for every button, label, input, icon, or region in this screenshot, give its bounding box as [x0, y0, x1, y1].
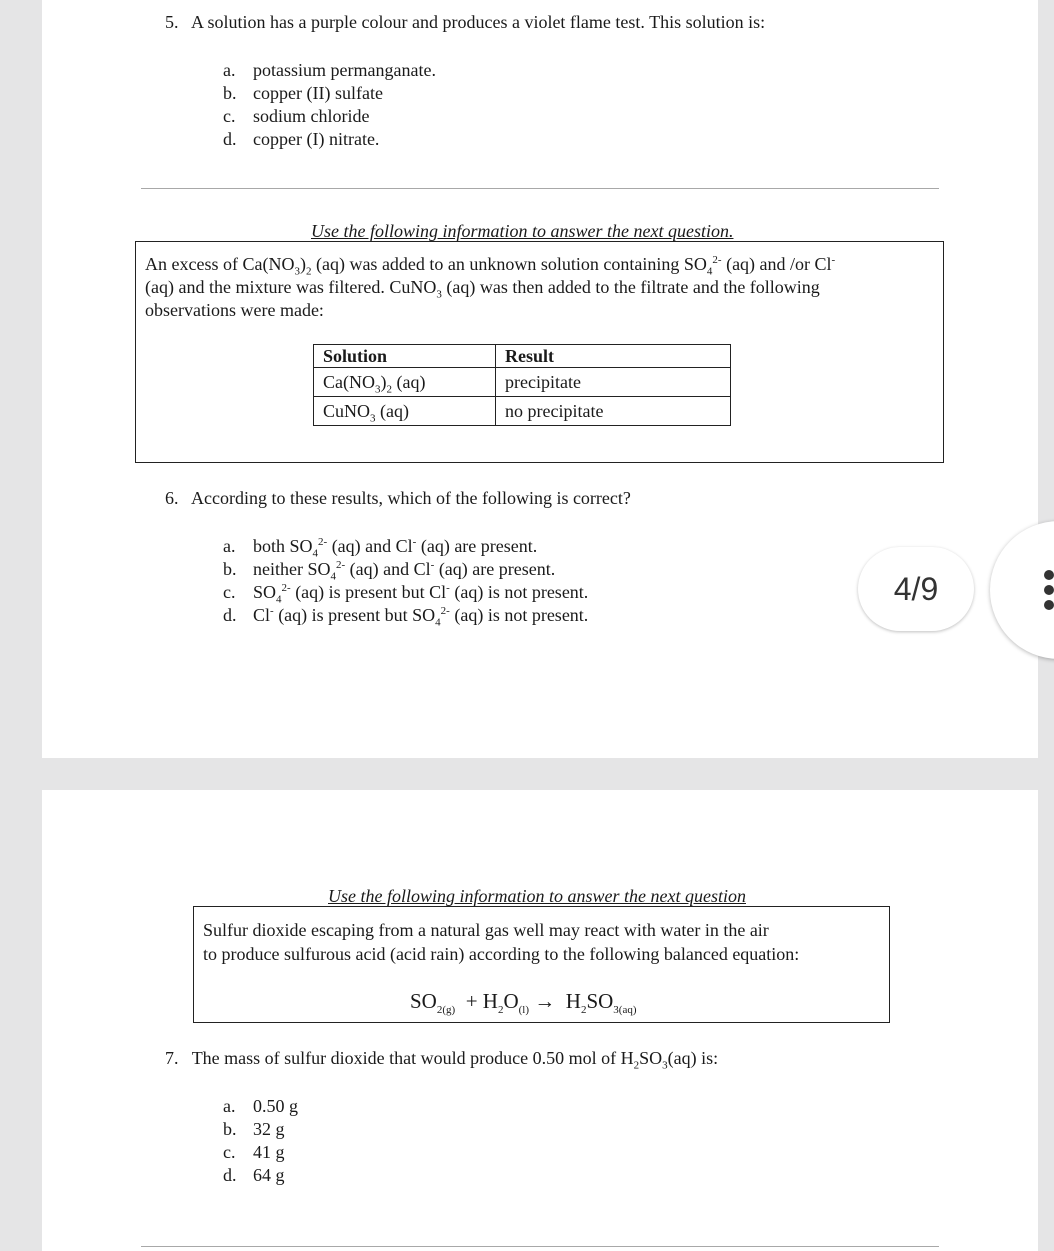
- q7-options: [223, 1095, 298, 1187]
- question-7: [165, 1048, 719, 1072]
- option-b: b. 32 g: [223, 1119, 285, 1139]
- option-a: a. 0.50 g: [223, 1096, 298, 1116]
- option-a: a. potassium permanganate.: [223, 60, 436, 80]
- option-d: d. copper (I) nitrate.: [223, 129, 380, 149]
- question-6: [165, 488, 631, 509]
- info-header: Use the following information to answer the next question: [328, 886, 746, 906]
- divider: [141, 188, 939, 189]
- header-solution: Solution: [314, 345, 496, 368]
- more-vert-icon[interactable]: [1044, 570, 1054, 580]
- option-b: b. neither $SO_4^{2-}$ (aq) and Cl- (aq) are present.: [223, 559, 556, 583]
- table-row: [314, 397, 731, 426]
- result-cell: precipitate: [496, 368, 731, 397]
- balanced-equation: $SO_{2(g)} + H_2O_{(l)} \to H_2SO_{3(aq)}$: [410, 989, 637, 1017]
- solution-cell: $Ca(NO_3)_2$ (aq): [314, 368, 496, 397]
- option-d: d. 64 g: [223, 1165, 285, 1185]
- question-number: 7.: [165, 1048, 179, 1068]
- more-vert-icon-dot[interactable]: [1044, 600, 1054, 610]
- question-text: According to these results, which of the following is correct?: [191, 488, 631, 508]
- more-vert-icon-dot[interactable]: [1044, 585, 1054, 595]
- observations-table: [313, 344, 731, 426]
- result-cell: no precipitate: [496, 397, 731, 426]
- table-row: [314, 368, 731, 397]
- option-b: b. copper (II) sulfate: [223, 83, 383, 103]
- info-line-1: Sulfur dioxide escaping from a natural gas well may react with water in the air: [203, 920, 769, 940]
- info-text: [203, 918, 799, 966]
- page-counter: 4/9: [858, 547, 974, 631]
- option-a: a. both $SO_4^{2-}$ (aq) and Cl- (aq) are present.: [223, 536, 538, 560]
- question-5: [165, 12, 765, 33]
- question-number: 6.: [165, 488, 179, 508]
- option-d: d. Cl- (aq) is present but $SO_4^{2-}$ (aq) is not present.: [223, 605, 589, 629]
- table-header-row: [314, 345, 731, 368]
- info-line-2: to produce sulfurous acid (acid rain) according to the following balanced equation:: [203, 944, 800, 964]
- header-result: Result: [496, 345, 731, 368]
- info-header: Use the following information to answer the next question.: [311, 221, 734, 241]
- q5-options: [223, 59, 436, 151]
- option-c: c. sodium chloride: [223, 106, 370, 126]
- option-c: c. $SO_4^{2-}$ (aq) is present but Cl- (aq) is not present.: [223, 582, 589, 606]
- info-line-3: observations were made:: [145, 300, 324, 320]
- q6-options: [223, 535, 588, 627]
- question-number: 5.: [165, 12, 179, 32]
- info-line-2: (aq) and the mixture was filtered. CuNO$_3$ (aq) was then added to the filtrate and the following: [145, 277, 820, 301]
- divider: [141, 1246, 939, 1247]
- solution-cell: CuNO$_3$ (aq): [314, 397, 496, 426]
- info-line-1: An excess of $Ca(NO_3)_2$ (aq) was added to an unknown solution containing $SO_4^{2-}$ (aq) and /or Cl-: [145, 254, 836, 278]
- question-text: A solution has a purple colour and produces a violet flame test. This solution is:: [191, 12, 766, 32]
- arrow-icon: →: [534, 989, 556, 1013]
- question-text: The mass of sulfur dioxide that would produce 0.50 mol of $H_2SO_3(aq)$ is:: [191, 1048, 719, 1072]
- option-c: c. 41 g: [223, 1142, 285, 1162]
- info-text: [145, 253, 835, 322]
